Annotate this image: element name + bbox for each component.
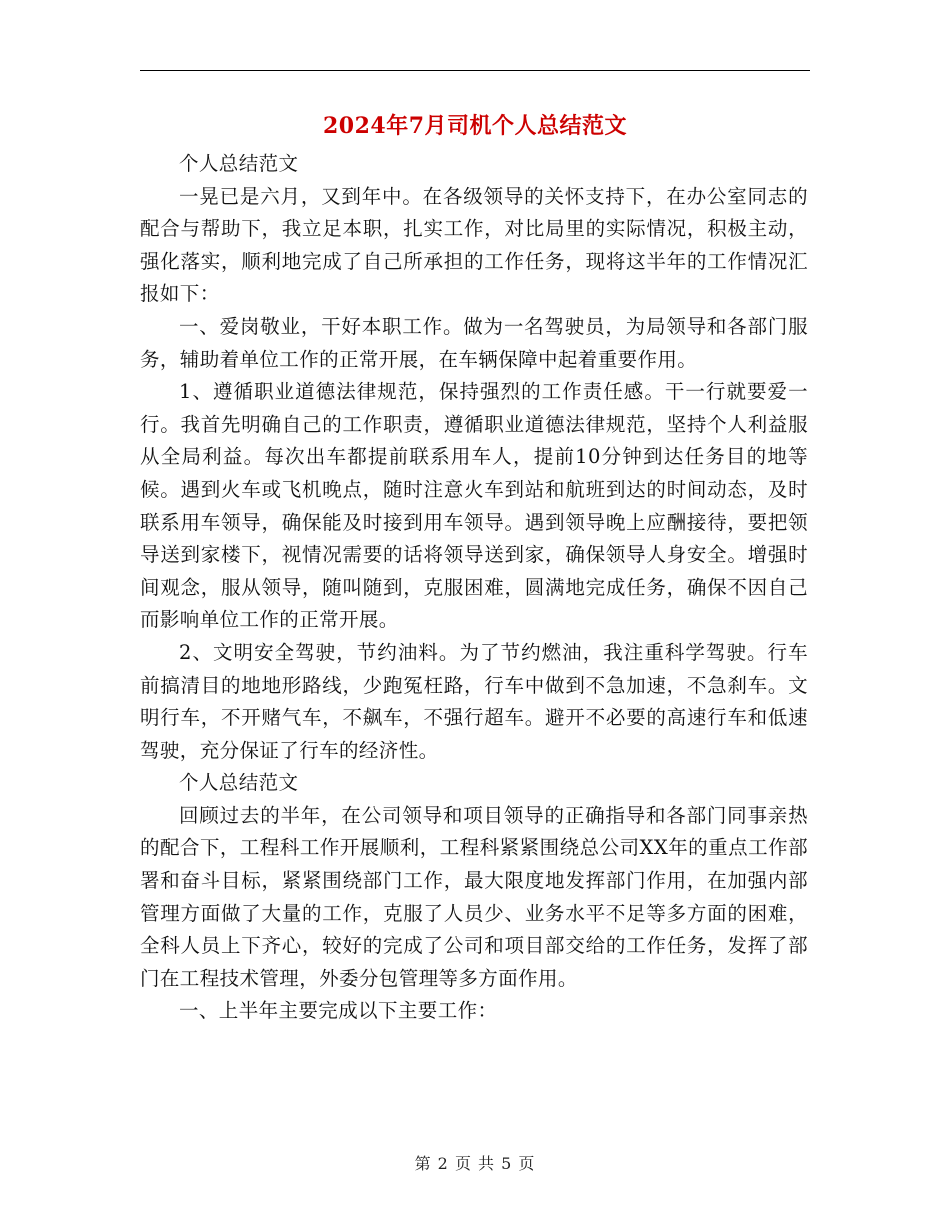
paragraph-section-1: 一、爱岗敬业，干好本职工作。做为一名驾驶员，为局领导和各部门服务，辅助着单位工作的正常开展，在车辆保障中起着重要作用。 <box>140 314 808 371</box>
paragraph-item-1: 1、遵循职业道德法律规范，保持强烈的工作责任感。干一行就要爱一行。我首先明确自己的工作职责，遵循职业道德法律规范，坚持个人利益服从全局利益。每次出车都提前联系用车人，提前10分钟到达任务目的地等候。遇到火车或飞机晚点，随时注意火车到站和航班到达的时间动态，及时联系用车领导，确保能及时接到用车领导。遇到领导晚上应酬接待，要把领导送到家楼下，视情况需要的话将领导送到家，确保领导人身安全。增强时间观念，服从领导，随叫随到，克服困难，圆满地完成任务，确保不因自己而影响单位工作的正常开展。 <box>140 380 808 632</box>
header-rule <box>140 70 810 71</box>
paragraph-heading-1: 个人总结范文 <box>179 152 299 175</box>
document-body <box>140 148 808 1028</box>
page-footer: 第 2 页 共 5 页 <box>414 1154 536 1173</box>
paragraph-intro: 一晃已是六月，又到年中。在各级领导的关怀支持下，在办公室同志的配合与帮助下，我立足本职，扎实工作，对比局里的实际情况，积极主动，强化落实，顺利地完成了自己所承担的工作任务，现将这半年的工作情况汇报如下： <box>140 184 808 306</box>
document-title: 2024年7月司机个人总结范文 <box>322 113 628 139</box>
paragraph-section-2: 一、上半年主要完成以下主要工作： <box>179 999 498 1023</box>
paragraph-heading-2: 个人总结范文 <box>179 771 299 795</box>
paragraph-item-2: 2、文明安全驾驶，节约油料。为了节约燃油，我注重科学驾驶。行车前搞清目的地地形路线，少跑冤枉路，行车中做到不急加速，不急刹车。文明行车，不开赌气车，不飙车，不强行超车。避开不必要的高速行车和低速驾驶，充分保证了行车的经济性。 <box>140 640 808 762</box>
paragraph-review: 回顾过去的半年，在公司领导和项目领导的正确指导和各部门同事亲热的配合下，工程科工作开展顺利，工程科紧紧围绕总公司XX年的重点工作部署和奋斗目标，紧紧围绕部门工作，最大限度地发挥部门作用，在加强内部管理方面做了大量的工作，克服了人员少、业务水平不足等多方面的困难，全科人员上下齐心，较好的完成了公司和项目部交给的工作任务，发挥了部门在工程技术管理，外委分包管理等多方面作用。 <box>140 803 808 990</box>
